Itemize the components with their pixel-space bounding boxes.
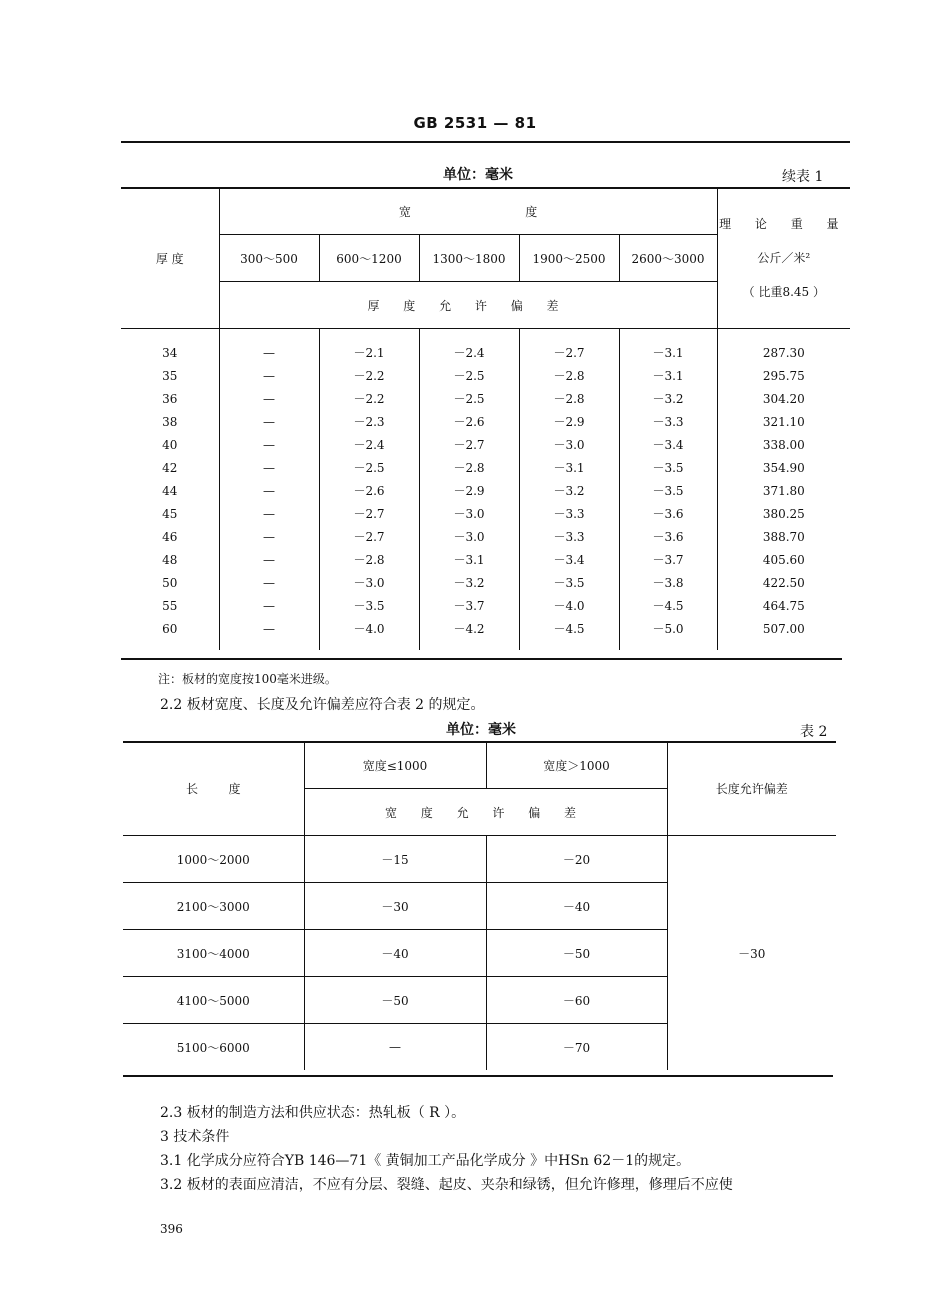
thickness-cell: 60 [162, 621, 178, 636]
weight-density: （ 比重8.45 ） [742, 285, 825, 299]
thickness-cell: 45 [162, 506, 178, 521]
width-tolerance-header: 宽 度 允 许 偏 差 [304, 789, 667, 836]
thickness-cell: 40 [162, 437, 178, 452]
col-thickness-header: 厚 度 [121, 188, 219, 329]
table-row [121, 502, 850, 525]
table-row [121, 617, 850, 650]
table1-label: 续表 1 [782, 169, 824, 185]
thickness-cell: 35 [162, 368, 178, 383]
col-weight-header [717, 188, 850, 329]
width-range-5: 2600～3000 [619, 235, 717, 282]
weight-cell: 405.60 [717, 548, 850, 571]
table-row [121, 456, 850, 479]
table-row [123, 836, 836, 883]
tolerance-cell: －2.4 [319, 433, 419, 456]
tolerance-cell: －3.1 [519, 456, 619, 479]
table-row [121, 525, 850, 548]
tolerance-cell: －2.5 [319, 456, 419, 479]
table-row [121, 410, 850, 433]
tolerance-cell: －2.6 [419, 410, 519, 433]
tolerance-cell: －3.6 [619, 502, 717, 525]
table2-label: 表 2 [800, 724, 828, 740]
tolerance-cell: －5.0 [619, 617, 717, 650]
tolerance-cell: — [219, 410, 319, 433]
tolerance-cell: — [219, 433, 319, 456]
width-range-1: 300～500 [219, 235, 319, 282]
tolerance-cell: — [219, 594, 319, 617]
table1-note: 注：板材的宽度按100毫米进级。 [158, 672, 337, 686]
table-row [121, 479, 850, 502]
length-range-cell: 2100～3000 [123, 883, 304, 930]
tolerance-cell: －3.4 [519, 548, 619, 571]
tolerance-cell: －3.1 [419, 548, 519, 571]
weight-label: 理 论 重 量 [719, 217, 849, 231]
length-range-cell: 3100～4000 [123, 930, 304, 977]
thickness-cell: 42 [162, 460, 178, 475]
weight-cell: 338.00 [717, 433, 850, 456]
width-range-3: 1300～1800 [419, 235, 519, 282]
tolerance-cell: －2.8 [519, 364, 619, 387]
tolerance-cell: －2.8 [419, 456, 519, 479]
table-row [121, 571, 850, 594]
weight-cell: 354.90 [717, 456, 850, 479]
tolerance-cell: －3.3 [519, 502, 619, 525]
col-width-header: 宽 度 [219, 188, 717, 235]
tolerance-cell: －2.2 [319, 387, 419, 410]
para-2-3: 2.3 板材的制造方法和供应状态：热轧板（ R ）。 [160, 1105, 466, 1121]
tolerance-cell: — [219, 364, 319, 387]
thickness-tolerance-header: 厚 度 允 许 偏 差 [219, 282, 717, 329]
width-tolerance-cell: －30 [304, 883, 486, 930]
standard-header: GB 2531 — 81 [413, 114, 537, 132]
thickness-cell: 48 [162, 552, 178, 567]
tolerance-cell: －3.6 [619, 525, 717, 548]
tolerance-cell: — [219, 456, 319, 479]
tolerance-cell: －3.1 [619, 364, 717, 387]
thickness-cell: 36 [162, 391, 178, 406]
table-row [121, 387, 850, 410]
tolerance-cell: －3.0 [519, 433, 619, 456]
tolerance-cell: －3.1 [619, 329, 717, 365]
tolerance-cell: －2.3 [319, 410, 419, 433]
tolerance-cell: －3.0 [419, 525, 519, 548]
para-3-1: 3.1 化学成分应符合YB 146—71《 黄铜加工产品化学成分 》中HSn 62－1的规定。 [160, 1153, 691, 1169]
weight-cell: 422.50 [717, 571, 850, 594]
tolerance-cell: －2.6 [319, 479, 419, 502]
tolerance-cell: －2.8 [519, 387, 619, 410]
tolerance-cell: －2.9 [519, 410, 619, 433]
tolerance-cell: －2.7 [319, 525, 419, 548]
length-range-cell: 4100～5000 [123, 977, 304, 1024]
tolerance-cell: －2.4 [419, 329, 519, 365]
tolerance-cell: －3.7 [419, 594, 519, 617]
table1 [121, 188, 850, 650]
weight-cell: 380.25 [717, 502, 850, 525]
table1-body [121, 329, 850, 651]
thickness-cell: 50 [162, 575, 178, 590]
table2 [123, 742, 836, 1070]
length-range-cell: 1000～2000 [123, 836, 304, 883]
width-range-2: 600～1200 [319, 235, 419, 282]
weight-cell: 371.80 [717, 479, 850, 502]
tolerance-cell: －3.4 [619, 433, 717, 456]
tolerance-cell: — [219, 479, 319, 502]
tolerance-cell: －3.0 [419, 502, 519, 525]
width-tolerance-cell: －40 [486, 883, 667, 930]
thickness-cell: 34 [162, 345, 178, 360]
tolerance-cell: — [219, 329, 319, 365]
tolerance-cell: －2.7 [419, 433, 519, 456]
tolerance-cell: — [219, 617, 319, 650]
table1-bottom-rule [121, 658, 842, 660]
weight-cell: 321.10 [717, 410, 850, 433]
col-length-header: 长 度 [123, 742, 304, 836]
table-row [121, 548, 850, 571]
tolerance-cell: －2.2 [319, 364, 419, 387]
table-row [121, 594, 850, 617]
width-range-4: 1900～2500 [519, 235, 619, 282]
tolerance-cell: －3.8 [619, 571, 717, 594]
tolerance-cell: －3.2 [619, 387, 717, 410]
tolerance-cell: －4.2 [419, 617, 519, 650]
weight-cell: 464.75 [717, 594, 850, 617]
tolerance-cell: －2.5 [419, 364, 519, 387]
tolerance-cell: －3.2 [519, 479, 619, 502]
tolerance-cell: －2.7 [519, 329, 619, 365]
tolerance-cell: －3.3 [619, 410, 717, 433]
tolerance-cell: －2.5 [419, 387, 519, 410]
table2-unit: 单位：毫米 [446, 722, 516, 738]
tolerance-cell: －4.5 [519, 617, 619, 650]
width-tolerance-cell: －70 [486, 1024, 667, 1071]
tolerance-cell: －4.0 [319, 617, 419, 650]
table-row [121, 364, 850, 387]
tolerance-cell: －3.7 [619, 548, 717, 571]
weight-cell: 287.30 [717, 329, 850, 365]
tolerance-cell: －4.5 [619, 594, 717, 617]
length-range-cell: 5100～6000 [176, 1040, 250, 1055]
weight-cell: 388.70 [717, 525, 850, 548]
tolerance-cell: －2.7 [319, 502, 419, 525]
tolerance-cell: －2.8 [319, 548, 419, 571]
width-tolerance-cell: －15 [304, 836, 486, 883]
weight-cell: 295.75 [717, 364, 850, 387]
weight-unit: 公斤／米² [757, 251, 811, 265]
page-number: 396 [160, 1222, 183, 1236]
para-2-2: 2.2 板材宽度、长度及允许偏差应符合表 2 的规定。 [160, 697, 485, 713]
tolerance-cell: — [219, 387, 319, 410]
weight-cell: 304.20 [717, 387, 850, 410]
width-tolerance-cell: －60 [486, 977, 667, 1024]
tolerance-cell: －3.5 [619, 479, 717, 502]
tolerance-cell: －2.1 [319, 329, 419, 365]
table-row [121, 433, 850, 456]
table-row [121, 329, 850, 365]
tolerance-cell: －3.2 [419, 571, 519, 594]
header-rule [121, 141, 850, 143]
col-width-le-1000: 宽度≤1000 [304, 742, 486, 789]
tolerance-cell: －4.0 [519, 594, 619, 617]
width-tolerance-cell: －40 [304, 930, 486, 977]
width-tolerance-cell: －20 [486, 836, 667, 883]
tolerance-cell: — [219, 502, 319, 525]
tolerance-cell: －3.3 [519, 525, 619, 548]
tolerance-cell: — [219, 571, 319, 594]
width-tolerance-cell: －50 [486, 930, 667, 977]
para-3-2: 3.2 板材的表面应清洁，不应有分层、裂缝、起皮、夹杂和绿锈，但允许修理，修理后不应使 [160, 1177, 733, 1193]
width-tolerance-cell: －50 [304, 977, 486, 1024]
tolerance-cell: －3.5 [319, 594, 419, 617]
para-3: 3 技术条件 [160, 1129, 230, 1145]
col-width-gt-1000: 宽度＞1000 [486, 742, 667, 789]
thickness-cell: 38 [162, 414, 178, 429]
table1-unit: 单位：毫米 [443, 167, 513, 183]
thickness-cell: 44 [162, 483, 178, 498]
thickness-cell: 46 [162, 529, 178, 544]
weight-cell: 507.00 [717, 617, 850, 650]
tolerance-cell: — [219, 548, 319, 571]
tolerance-cell: －3.0 [319, 571, 419, 594]
tolerance-cell: －3.5 [519, 571, 619, 594]
tolerance-cell: — [219, 525, 319, 548]
thickness-cell: 55 [162, 598, 178, 613]
table2-body [123, 836, 836, 1071]
width-tolerance-cell: — [304, 1024, 486, 1071]
length-tolerance-value: －30 [667, 836, 836, 1071]
table2-bottom-rule [123, 1075, 833, 1077]
tolerance-cell: －2.9 [419, 479, 519, 502]
tolerance-cell: －3.5 [619, 456, 717, 479]
col-length-tolerance-header: 长度允许偏差 [667, 742, 836, 836]
